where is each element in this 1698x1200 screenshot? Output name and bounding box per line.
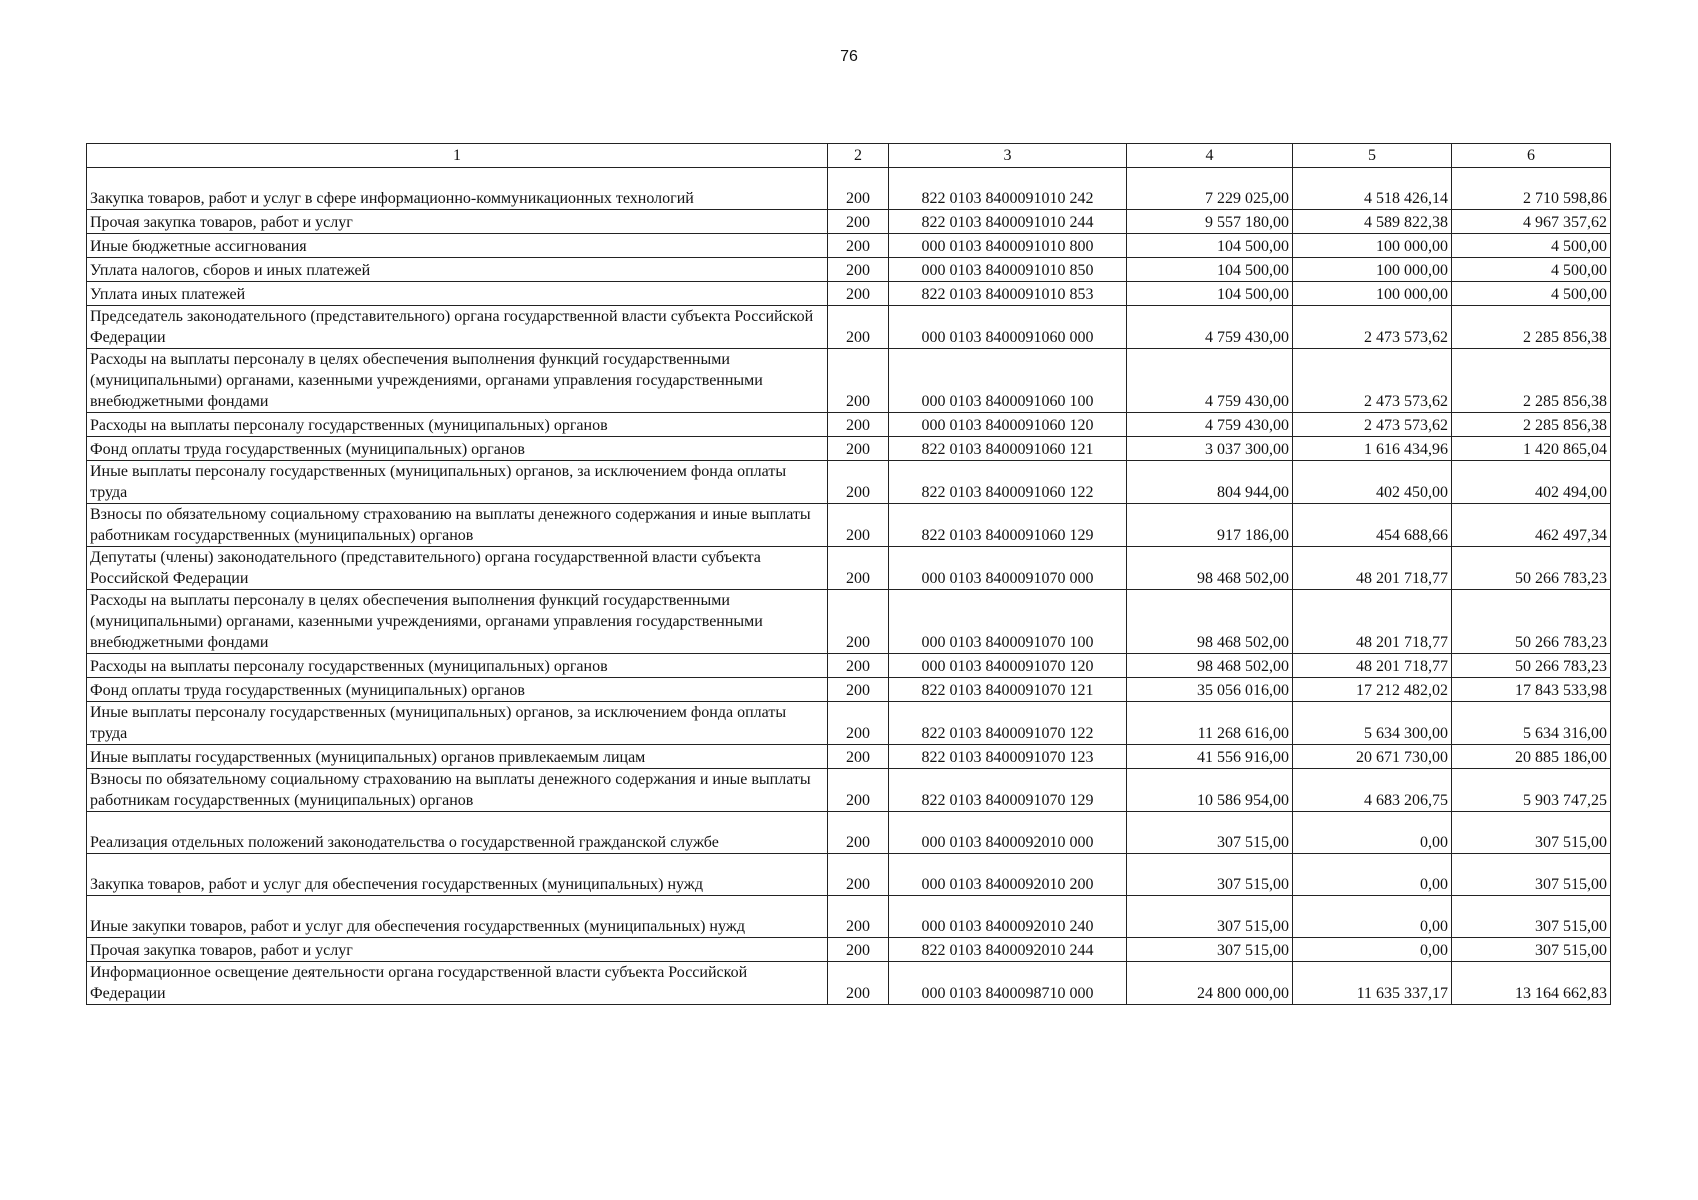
row-budget-code-cell: 000 0103 8400092010 240 xyxy=(889,896,1127,938)
row-name-cell: Закупка товаров, работ и услуг в сфере информационно-коммуникационных технологий xyxy=(87,168,828,210)
table-row xyxy=(87,547,1611,590)
row-approved-amount-cell: 4 759 430,00 xyxy=(1127,349,1293,413)
row-unexecuted-amount-cell: 50 266 783,23 xyxy=(1452,547,1611,590)
row-name-cell: Прочая закупка товаров, работ и услуг xyxy=(87,938,828,962)
row-approved-amount-cell: 917 186,00 xyxy=(1127,504,1293,547)
row-name-cell: Уплата иных платежей xyxy=(87,282,828,306)
row-executed-amount-cell: 48 201 718,77 xyxy=(1293,547,1452,590)
table-row xyxy=(87,590,1611,654)
row-unexecuted-amount-cell: 307 515,00 xyxy=(1452,812,1611,854)
row-name-cell: Иные бюджетные ассигнования xyxy=(87,234,828,258)
row-executed-amount-cell: 20 671 730,00 xyxy=(1293,745,1452,769)
column-header-1: 1 xyxy=(87,144,828,168)
row-executed-amount-cell: 0,00 xyxy=(1293,854,1452,896)
row-executed-amount-cell: 0,00 xyxy=(1293,896,1452,938)
row-executed-amount-cell: 11 635 337,17 xyxy=(1293,962,1452,1005)
row-budget-code-cell: 822 0103 8400091060 129 xyxy=(889,504,1127,547)
row-name-cell: Иные закупки товаров, работ и услуг для обеспечения государственных (муниципальных) нужд xyxy=(87,896,828,938)
column-header-3: 3 xyxy=(889,144,1127,168)
row-executed-amount-cell: 100 000,00 xyxy=(1293,282,1452,306)
row-budget-code-cell: 000 0103 8400091010 850 xyxy=(889,258,1127,282)
row-approved-amount-cell: 4 759 430,00 xyxy=(1127,413,1293,437)
row-approved-amount-cell: 104 500,00 xyxy=(1127,282,1293,306)
column-header-2: 2 xyxy=(828,144,889,168)
row-budget-code-cell: 822 0103 8400091010 244 xyxy=(889,210,1127,234)
row-unexecuted-amount-cell: 2 285 856,38 xyxy=(1452,306,1611,349)
row-approved-amount-cell: 24 800 000,00 xyxy=(1127,962,1293,1005)
row-unexecuted-amount-cell: 4 500,00 xyxy=(1452,234,1611,258)
row-name-cell: Прочая закупка товаров, работ и услуг xyxy=(87,210,828,234)
row-line-code-cell: 200 xyxy=(828,962,889,1005)
row-budget-code-cell: 822 0103 8400091070 122 xyxy=(889,702,1127,745)
row-unexecuted-amount-cell: 50 266 783,23 xyxy=(1452,654,1611,678)
row-unexecuted-amount-cell: 307 515,00 xyxy=(1452,938,1611,962)
table-row xyxy=(87,306,1611,349)
row-approved-amount-cell: 104 500,00 xyxy=(1127,258,1293,282)
row-approved-amount-cell: 307 515,00 xyxy=(1127,812,1293,854)
row-unexecuted-amount-cell: 5 634 316,00 xyxy=(1452,702,1611,745)
row-executed-amount-cell: 5 634 300,00 xyxy=(1293,702,1452,745)
header-row xyxy=(87,144,1611,168)
row-approved-amount-cell: 3 037 300,00 xyxy=(1127,437,1293,461)
budget-execution-table xyxy=(86,143,1611,1005)
table-row xyxy=(87,812,1611,854)
row-budget-code-cell: 822 0103 8400091070 129 xyxy=(889,769,1127,812)
table-row xyxy=(87,349,1611,413)
row-executed-amount-cell: 100 000,00 xyxy=(1293,258,1452,282)
row-name-cell: Уплата налогов, сборов и иных платежей xyxy=(87,258,828,282)
row-line-code-cell: 200 xyxy=(828,504,889,547)
table-row xyxy=(87,168,1611,210)
row-unexecuted-amount-cell: 13 164 662,83 xyxy=(1452,962,1611,1005)
row-line-code-cell: 200 xyxy=(828,745,889,769)
row-line-code-cell: 200 xyxy=(828,349,889,413)
row-executed-amount-cell: 0,00 xyxy=(1293,938,1452,962)
row-executed-amount-cell: 4 683 206,75 xyxy=(1293,769,1452,812)
row-approved-amount-cell: 41 556 916,00 xyxy=(1127,745,1293,769)
row-name-cell: Взносы по обязательному социальному страхованию на выплаты денежного содержания и иные выплаты работникам государственных (муниципальных) органов xyxy=(87,769,828,812)
row-line-code-cell: 200 xyxy=(828,769,889,812)
row-budget-code-cell: 000 0103 8400091060 000 xyxy=(889,306,1127,349)
table-row xyxy=(87,702,1611,745)
row-name-cell: Расходы на выплаты персоналу государственных (муниципальных) органов xyxy=(87,413,828,437)
table-row xyxy=(87,678,1611,702)
row-unexecuted-amount-cell: 307 515,00 xyxy=(1452,896,1611,938)
row-line-code-cell: 200 xyxy=(828,437,889,461)
page-number: 76 xyxy=(840,48,858,65)
row-unexecuted-amount-cell: 4 500,00 xyxy=(1452,282,1611,306)
row-executed-amount-cell: 0,00 xyxy=(1293,812,1452,854)
row-unexecuted-amount-cell: 2 285 856,38 xyxy=(1452,349,1611,413)
row-line-code-cell: 200 xyxy=(828,938,889,962)
row-budget-code-cell: 000 0103 8400091010 800 xyxy=(889,234,1127,258)
row-budget-code-cell: 000 0103 8400091070 100 xyxy=(889,590,1127,654)
row-line-code-cell: 200 xyxy=(828,547,889,590)
row-approved-amount-cell: 307 515,00 xyxy=(1127,938,1293,962)
row-executed-amount-cell: 48 201 718,77 xyxy=(1293,590,1452,654)
table-row xyxy=(87,854,1611,896)
row-executed-amount-cell: 2 473 573,62 xyxy=(1293,306,1452,349)
row-unexecuted-amount-cell: 5 903 747,25 xyxy=(1452,769,1611,812)
row-executed-amount-cell: 2 473 573,62 xyxy=(1293,413,1452,437)
row-executed-amount-cell: 100 000,00 xyxy=(1293,234,1452,258)
table-body xyxy=(87,168,1611,1005)
row-line-code-cell: 200 xyxy=(828,678,889,702)
table-row xyxy=(87,461,1611,504)
row-line-code-cell: 200 xyxy=(828,168,889,210)
row-executed-amount-cell: 4 589 822,38 xyxy=(1293,210,1452,234)
row-budget-code-cell: 000 0103 8400098710 000 xyxy=(889,962,1127,1005)
row-line-code-cell: 200 xyxy=(828,234,889,258)
row-budget-code-cell: 822 0103 8400091070 123 xyxy=(889,745,1127,769)
row-line-code-cell: 200 xyxy=(828,702,889,745)
row-unexecuted-amount-cell: 4 500,00 xyxy=(1452,258,1611,282)
row-approved-amount-cell: 98 468 502,00 xyxy=(1127,547,1293,590)
table-row xyxy=(87,413,1611,437)
row-budget-code-cell: 000 0103 8400092010 000 xyxy=(889,812,1127,854)
row-budget-code-cell: 000 0103 8400092010 200 xyxy=(889,854,1127,896)
row-name-cell: Информационное освещение деятельности органа государственной власти субъекта Российской Федерации xyxy=(87,962,828,1005)
row-unexecuted-amount-cell: 1 420 865,04 xyxy=(1452,437,1611,461)
row-approved-amount-cell: 804 944,00 xyxy=(1127,461,1293,504)
row-name-cell: Расходы на выплаты персоналу государственных (муниципальных) органов xyxy=(87,654,828,678)
row-unexecuted-amount-cell: 50 266 783,23 xyxy=(1452,590,1611,654)
row-budget-code-cell: 000 0103 8400091070 000 xyxy=(889,547,1127,590)
row-line-code-cell: 200 xyxy=(828,812,889,854)
row-unexecuted-amount-cell: 307 515,00 xyxy=(1452,854,1611,896)
row-line-code-cell: 200 xyxy=(828,282,889,306)
table-row xyxy=(87,504,1611,547)
row-approved-amount-cell: 10 586 954,00 xyxy=(1127,769,1293,812)
row-budget-code-cell: 822 0103 8400091060 121 xyxy=(889,437,1127,461)
table-row xyxy=(87,896,1611,938)
row-budget-code-cell: 822 0103 8400091010 242 xyxy=(889,168,1127,210)
row-budget-code-cell: 822 0103 8400091010 853 xyxy=(889,282,1127,306)
row-unexecuted-amount-cell: 2 710 598,86 xyxy=(1452,168,1611,210)
row-unexecuted-amount-cell: 402 494,00 xyxy=(1452,461,1611,504)
row-budget-code-cell: 000 0103 8400091070 120 xyxy=(889,654,1127,678)
row-line-code-cell: 200 xyxy=(828,854,889,896)
row-budget-code-cell: 822 0103 8400092010 244 xyxy=(889,938,1127,962)
row-approved-amount-cell: 98 468 502,00 xyxy=(1127,654,1293,678)
table-row xyxy=(87,769,1611,812)
row-approved-amount-cell: 307 515,00 xyxy=(1127,854,1293,896)
row-line-code-cell: 200 xyxy=(828,896,889,938)
row-line-code-cell: 200 xyxy=(828,210,889,234)
table-row xyxy=(87,962,1611,1005)
row-executed-amount-cell: 1 616 434,96 xyxy=(1293,437,1452,461)
row-unexecuted-amount-cell: 20 885 186,00 xyxy=(1452,745,1611,769)
row-name-cell: Реализация отдельных положений законодательства о государственной гражданской службе xyxy=(87,812,828,854)
row-name-cell: Фонд оплаты труда государственных (муниципальных) органов xyxy=(87,678,828,702)
row-approved-amount-cell: 9 557 180,00 xyxy=(1127,210,1293,234)
row-executed-amount-cell: 454 688,66 xyxy=(1293,504,1452,547)
row-approved-amount-cell: 35 056 016,00 xyxy=(1127,678,1293,702)
row-unexecuted-amount-cell: 462 497,34 xyxy=(1452,504,1611,547)
row-name-cell: Председатель законодательного (представительного) органа государственной власти субъекта Российской Федерации xyxy=(87,306,828,349)
row-approved-amount-cell: 7 229 025,00 xyxy=(1127,168,1293,210)
row-line-code-cell: 200 xyxy=(828,461,889,504)
table-row xyxy=(87,745,1611,769)
row-executed-amount-cell: 17 212 482,02 xyxy=(1293,678,1452,702)
row-approved-amount-cell: 11 268 616,00 xyxy=(1127,702,1293,745)
table-row xyxy=(87,234,1611,258)
row-line-code-cell: 200 xyxy=(828,590,889,654)
column-header-4: 4 xyxy=(1127,144,1293,168)
row-executed-amount-cell: 2 473 573,62 xyxy=(1293,349,1452,413)
row-name-cell: Депутаты (члены) законодательного (представительного) органа государственной власти субъекта Российской Федерации xyxy=(87,547,828,590)
table-row xyxy=(87,938,1611,962)
row-approved-amount-cell: 307 515,00 xyxy=(1127,896,1293,938)
table-row xyxy=(87,258,1611,282)
row-unexecuted-amount-cell: 4 967 357,62 xyxy=(1452,210,1611,234)
row-executed-amount-cell: 48 201 718,77 xyxy=(1293,654,1452,678)
row-name-cell: Иные выплаты государственных (муниципальных) органов привлекаемым лицам xyxy=(87,745,828,769)
row-name-cell: Иные выплаты персоналу государственных (муниципальных) органов, за исключением фонда оплаты труда xyxy=(87,702,828,745)
row-line-code-cell: 200 xyxy=(828,306,889,349)
row-budget-code-cell: 822 0103 8400091070 121 xyxy=(889,678,1127,702)
column-header-6: 6 xyxy=(1452,144,1611,168)
table-row xyxy=(87,282,1611,306)
row-unexecuted-amount-cell: 2 285 856,38 xyxy=(1452,413,1611,437)
row-budget-code-cell: 822 0103 8400091060 122 xyxy=(889,461,1127,504)
row-executed-amount-cell: 402 450,00 xyxy=(1293,461,1452,504)
row-name-cell: Взносы по обязательному социальному страхованию на выплаты денежного содержания и иные выплаты работникам государственных (муниципальных) органов xyxy=(87,504,828,547)
column-header-5: 5 xyxy=(1293,144,1452,168)
table-row xyxy=(87,654,1611,678)
row-approved-amount-cell: 4 759 430,00 xyxy=(1127,306,1293,349)
row-name-cell: Фонд оплаты труда государственных (муниципальных) органов xyxy=(87,437,828,461)
row-line-code-cell: 200 xyxy=(828,654,889,678)
row-line-code-cell: 200 xyxy=(828,258,889,282)
row-name-cell: Иные выплаты персоналу государственных (муниципальных) органов, за исключением фонда оплаты труда xyxy=(87,461,828,504)
row-executed-amount-cell: 4 518 426,14 xyxy=(1293,168,1452,210)
row-unexecuted-amount-cell: 17 843 533,98 xyxy=(1452,678,1611,702)
row-approved-amount-cell: 98 468 502,00 xyxy=(1127,590,1293,654)
row-approved-amount-cell: 104 500,00 xyxy=(1127,234,1293,258)
row-budget-code-cell: 000 0103 8400091060 120 xyxy=(889,413,1127,437)
row-name-cell: Расходы на выплаты персоналу в целях обеспечения выполнения функций государственными (муниципальными) органами, казенными учреждениями, органами управления государственными внебюджетными фондами xyxy=(87,590,828,654)
row-budget-code-cell: 000 0103 8400091060 100 xyxy=(889,349,1127,413)
row-name-cell: Закупка товаров, работ и услуг для обеспечения государственных (муниципальных) нужд xyxy=(87,854,828,896)
table-row xyxy=(87,210,1611,234)
row-name-cell: Расходы на выплаты персоналу в целях обеспечения выполнения функций государственными (муниципальными) органами, казенными учреждениями, органами управления государственными внебюджетными фондами xyxy=(87,349,828,413)
row-line-code-cell: 200 xyxy=(828,413,889,437)
table-row xyxy=(87,437,1611,461)
